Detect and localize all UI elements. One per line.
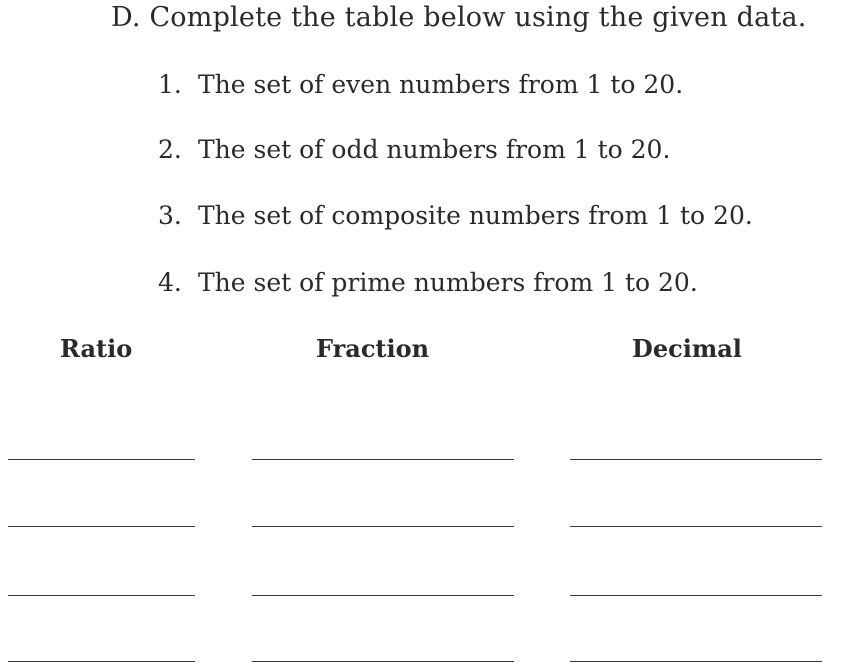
fraction-blank-line[interactable] <box>252 526 514 527</box>
item-number: 2. <box>158 135 182 164</box>
column-header-decimal: Decimal <box>632 334 742 363</box>
ratio-blank-line[interactable] <box>8 459 195 460</box>
ratio-blank-line[interactable] <box>8 595 195 596</box>
list-item <box>158 268 698 297</box>
list-item <box>158 70 683 99</box>
instruction-heading: D. Complete the table below using the given data. <box>111 2 807 33</box>
column-header-ratio: Ratio <box>60 334 133 363</box>
fraction-blank-line[interactable] <box>252 459 514 460</box>
item-text: The set of composite numbers from 1 to 20. <box>198 201 753 230</box>
item-number: 4. <box>158 268 182 297</box>
list-item <box>158 135 670 164</box>
fraction-blank-line[interactable] <box>252 595 514 596</box>
fraction-blank-line[interactable] <box>252 661 514 662</box>
item-number: 1. <box>158 70 182 99</box>
item-number: 3. <box>158 201 182 230</box>
list-item <box>158 201 753 230</box>
decimal-blank-line[interactable] <box>570 526 822 527</box>
ratio-blank-line[interactable] <box>8 661 195 662</box>
decimal-blank-line[interactable] <box>570 459 822 460</box>
item-text: The set of odd numbers from 1 to 20. <box>198 135 671 164</box>
item-text: The set of prime numbers from 1 to 20. <box>198 268 698 297</box>
decimal-blank-line[interactable] <box>570 661 822 662</box>
ratio-blank-line[interactable] <box>8 526 195 527</box>
decimal-blank-line[interactable] <box>570 595 822 596</box>
item-text: The set of even numbers from 1 to 20. <box>198 70 684 99</box>
column-header-fraction: Fraction <box>316 334 430 363</box>
